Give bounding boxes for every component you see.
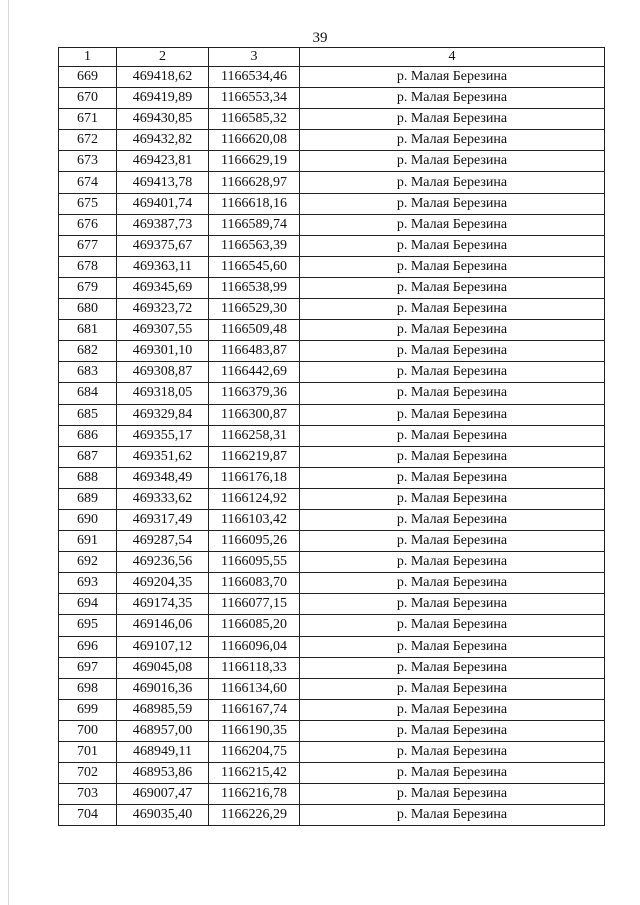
y-coordinate-cell: 1166258,31 [209,425,300,446]
x-coordinate-cell: 469323,72 [117,299,209,320]
y-coordinate-cell: 1166176,18 [209,467,300,488]
table-row [59,277,605,298]
point-number-cell: 689 [59,488,117,509]
table-row [59,742,605,763]
scan-margin-line [8,0,9,905]
x-coordinate-cell: 469035,40 [117,805,209,826]
table-row [59,594,605,615]
description-cell: р. Малая Березина [300,742,605,763]
y-coordinate-cell: 1166563,39 [209,235,300,256]
point-number-cell: 704 [59,805,117,826]
point-number-cell: 699 [59,699,117,720]
x-coordinate-cell: 469345,69 [117,277,209,298]
table-row [59,362,605,383]
y-coordinate-cell: 1166095,55 [209,552,300,573]
description-cell: р. Малая Березина [300,763,605,784]
point-number-cell: 675 [59,193,117,214]
point-number-cell: 684 [59,383,117,404]
description-cell: р. Малая Березина [300,509,605,530]
table-row [59,193,605,214]
x-coordinate-cell: 469317,49 [117,509,209,530]
x-coordinate-cell: 469007,47 [117,784,209,805]
x-coordinate-cell: 469413,78 [117,172,209,193]
table-row [59,763,605,784]
y-coordinate-cell: 1166529,30 [209,299,300,320]
x-coordinate-cell: 469204,35 [117,573,209,594]
description-cell: р. Малая Березина [300,299,605,320]
point-number-cell: 683 [59,362,117,383]
description-cell: р. Малая Березина [300,446,605,467]
point-number-cell: 690 [59,509,117,530]
y-coordinate-cell: 1166618,16 [209,193,300,214]
table-row [59,678,605,699]
description-cell: р. Малая Березина [300,488,605,509]
x-coordinate-cell: 468985,59 [117,699,209,720]
x-coordinate-cell: 469333,62 [117,488,209,509]
point-number-cell: 688 [59,467,117,488]
x-coordinate-cell: 469301,10 [117,341,209,362]
page-number: 39 [312,30,328,46]
y-coordinate-cell: 1166134,60 [209,678,300,699]
point-number-cell: 672 [59,130,117,151]
description-cell: р. Малая Березина [300,552,605,573]
description-cell: р. Малая Березина [300,88,605,109]
point-number-cell: 670 [59,88,117,109]
y-coordinate-cell: 1166085,20 [209,615,300,636]
column-header-1: 1 [59,48,117,67]
x-coordinate-cell: 469419,89 [117,88,209,109]
y-coordinate-cell: 1166216,78 [209,784,300,805]
point-number-cell: 700 [59,720,117,741]
y-coordinate-cell: 1166219,87 [209,446,300,467]
table-row [59,130,605,151]
description-cell: р. Малая Березина [300,699,605,720]
description-cell: р. Малая Березина [300,130,605,151]
point-number-cell: 676 [59,214,117,235]
point-number-cell: 693 [59,573,117,594]
description-cell: р. Малая Березина [300,214,605,235]
table-row [59,256,605,277]
description-cell: р. Малая Березина [300,383,605,404]
y-coordinate-cell: 1166534,46 [209,67,300,88]
point-number-cell: 687 [59,446,117,467]
table-row [59,699,605,720]
table-row [59,404,605,425]
y-coordinate-cell: 1166442,69 [209,362,300,383]
x-coordinate-cell: 469430,85 [117,109,209,130]
table-row [59,805,605,826]
point-number-cell: 671 [59,109,117,130]
column-header-2: 2 [117,48,209,67]
description-cell: р. Малая Березина [300,277,605,298]
y-coordinate-cell: 1166077,15 [209,594,300,615]
table-row [59,172,605,193]
point-number-cell: 703 [59,784,117,805]
x-coordinate-cell: 469146,06 [117,615,209,636]
table-row [59,67,605,88]
y-coordinate-cell: 1166103,42 [209,509,300,530]
table-row [59,657,605,678]
table-row [59,615,605,636]
x-coordinate-cell: 469418,62 [117,67,209,88]
description-cell: р. Малая Березина [300,404,605,425]
table-row [59,88,605,109]
x-coordinate-cell: 469423,81 [117,151,209,172]
table-row [59,151,605,172]
x-coordinate-cell: 469355,17 [117,425,209,446]
x-coordinate-cell: 469363,11 [117,256,209,277]
point-number-cell: 694 [59,594,117,615]
table-row [59,509,605,530]
point-number-cell: 696 [59,636,117,657]
x-coordinate-cell: 469387,73 [117,214,209,235]
point-number-cell: 697 [59,657,117,678]
point-number-cell: 701 [59,742,117,763]
table-row [59,488,605,509]
description-cell: р. Малая Березина [300,425,605,446]
point-number-cell: 691 [59,531,117,552]
description-cell: р. Малая Березина [300,341,605,362]
table-row [59,573,605,594]
point-number-cell: 698 [59,678,117,699]
description-cell: р. Малая Березина [300,256,605,277]
x-coordinate-cell: 469045,08 [117,657,209,678]
x-coordinate-cell: 468953,86 [117,763,209,784]
point-number-cell: 669 [59,67,117,88]
description-cell: р. Малая Березина [300,720,605,741]
description-cell: р. Малая Березина [300,172,605,193]
table-row [59,299,605,320]
table-row [59,425,605,446]
x-coordinate-cell: 469318,05 [117,383,209,404]
table-row [59,467,605,488]
y-coordinate-cell: 1166585,32 [209,109,300,130]
x-coordinate-cell: 469107,12 [117,636,209,657]
description-cell: р. Малая Березина [300,805,605,826]
x-coordinate-cell: 468957,00 [117,720,209,741]
description-cell: р. Малая Березина [300,615,605,636]
y-coordinate-cell: 1166083,70 [209,573,300,594]
description-cell: р. Малая Березина [300,531,605,552]
y-coordinate-cell: 1166204,75 [209,742,300,763]
point-number-cell: 673 [59,151,117,172]
y-coordinate-cell: 1166118,33 [209,657,300,678]
description-cell: р. Малая Березина [300,67,605,88]
y-coordinate-cell: 1166226,29 [209,805,300,826]
x-coordinate-cell: 469174,35 [117,594,209,615]
description-cell: р. Малая Березина [300,678,605,699]
description-cell: р. Малая Березина [300,573,605,594]
description-cell: р. Малая Березина [300,109,605,130]
y-coordinate-cell: 1166167,74 [209,699,300,720]
point-number-cell: 685 [59,404,117,425]
point-number-cell: 686 [59,425,117,446]
x-coordinate-cell: 469307,55 [117,320,209,341]
table-row [59,341,605,362]
table-row [59,552,605,573]
y-coordinate-cell: 1166629,19 [209,151,300,172]
y-coordinate-cell: 1166096,04 [209,636,300,657]
y-coordinate-cell: 1166190,35 [209,720,300,741]
y-coordinate-cell: 1166124,92 [209,488,300,509]
y-coordinate-cell: 1166379,36 [209,383,300,404]
table-body [59,67,605,826]
column-header-3: 3 [209,48,300,67]
table-row [59,235,605,256]
y-coordinate-cell: 1166553,34 [209,88,300,109]
point-number-cell: 682 [59,341,117,362]
table-row [59,446,605,467]
y-coordinate-cell: 1166620,08 [209,130,300,151]
table-row [59,531,605,552]
point-number-cell: 695 [59,615,117,636]
y-coordinate-cell: 1166509,48 [209,320,300,341]
description-cell: р. Малая Березина [300,594,605,615]
y-coordinate-cell: 1166483,87 [209,341,300,362]
description-cell: р. Малая Березина [300,235,605,256]
x-coordinate-cell: 469351,62 [117,446,209,467]
point-number-cell: 681 [59,320,117,341]
coordinates-table [58,47,605,826]
description-cell: р. Малая Березина [300,193,605,214]
table-row [59,720,605,741]
point-number-cell: 702 [59,763,117,784]
column-header-4: 4 [300,48,605,67]
description-cell: р. Малая Березина [300,467,605,488]
x-coordinate-cell: 469287,54 [117,531,209,552]
y-coordinate-cell: 1166215,42 [209,763,300,784]
point-number-cell: 674 [59,172,117,193]
table-row [59,320,605,341]
description-cell: р. Малая Березина [300,151,605,172]
x-coordinate-cell: 469432,82 [117,130,209,151]
point-number-cell: 677 [59,235,117,256]
x-coordinate-cell: 469016,36 [117,678,209,699]
description-cell: р. Малая Березина [300,320,605,341]
point-number-cell: 679 [59,277,117,298]
y-coordinate-cell: 1166538,99 [209,277,300,298]
y-coordinate-cell: 1166095,26 [209,531,300,552]
table-row [59,109,605,130]
x-coordinate-cell: 468949,11 [117,742,209,763]
description-cell: р. Малая Березина [300,636,605,657]
y-coordinate-cell: 1166589,74 [209,214,300,235]
x-coordinate-cell: 469308,87 [117,362,209,383]
table-header-row [59,48,605,67]
description-cell: р. Малая Березина [300,784,605,805]
x-coordinate-cell: 469401,74 [117,193,209,214]
x-coordinate-cell: 469348,49 [117,467,209,488]
description-cell: р. Малая Березина [300,362,605,383]
y-coordinate-cell: 1166628,97 [209,172,300,193]
table-row [59,383,605,404]
x-coordinate-cell: 469375,67 [117,235,209,256]
y-coordinate-cell: 1166300,87 [209,404,300,425]
x-coordinate-cell: 469236,56 [117,552,209,573]
point-number-cell: 680 [59,299,117,320]
table-row [59,784,605,805]
x-coordinate-cell: 469329,84 [117,404,209,425]
point-number-cell: 692 [59,552,117,573]
description-cell: р. Малая Березина [300,657,605,678]
point-number-cell: 678 [59,256,117,277]
y-coordinate-cell: 1166545,60 [209,256,300,277]
table-row [59,214,605,235]
table-row [59,636,605,657]
